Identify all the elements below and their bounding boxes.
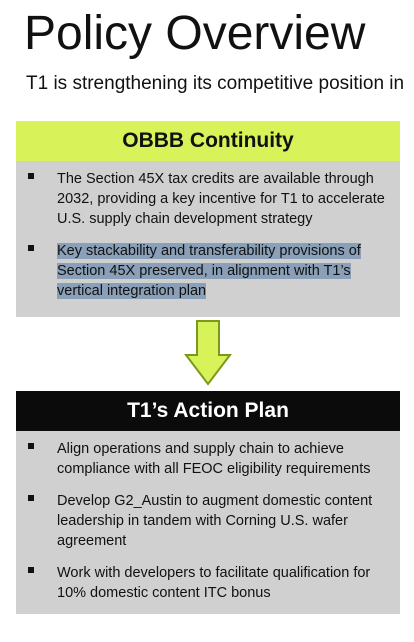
action-bullet-item [16, 563, 400, 603]
action-plan-panel-header [16, 391, 400, 431]
action-bullet-text: Work with developers to facilitate qualification for 10% domestic content ITC bonus [57, 565, 371, 601]
action-bullet-item [16, 439, 400, 479]
square-bullet-icon [28, 245, 34, 251]
square-bullet-icon [28, 173, 34, 179]
obbb-bullet-text-highlighted[interactable] [57, 241, 392, 301]
action-bullet-text: Align operations and supply chain to achieve compliance with all FEOC eligibility requirements [57, 441, 371, 477]
action-bullet-item [16, 491, 400, 551]
obbb-bullet-item [16, 169, 400, 229]
obbb-panel-heading: OBBB Continuity [122, 129, 294, 152]
square-bullet-icon [28, 443, 34, 449]
obbb-bullet-text: The Section 45X tax credits are available through 2032, providing a key incentive for T1 to accelerate U.S. supply chain development strategy [57, 171, 385, 227]
square-bullet-icon [28, 495, 34, 501]
text-selection-highlight[interactable]: Key stackability and transferability provisions of Section 45X preserved, in alignment with T1’s vertical integration plan [57, 243, 361, 299]
page-title: Policy Overview [24, 7, 366, 60]
obbb-bullet-item [16, 241, 400, 301]
action-plan-panel-body [16, 431, 400, 614]
obbb-panel-header [16, 121, 400, 161]
page-subtitle: T1 is strengthening its competitive position in [26, 73, 405, 94]
obbb-panel-body [16, 161, 400, 317]
action-bullet-text: Develop G2_Austin to augment domestic content leadership in tandem with Corning U.S. wafer agreement [57, 493, 373, 549]
action-plan-heading: T1’s Action Plan [127, 399, 289, 422]
square-bullet-icon [28, 567, 34, 573]
down-arrow-icon [184, 320, 232, 386]
